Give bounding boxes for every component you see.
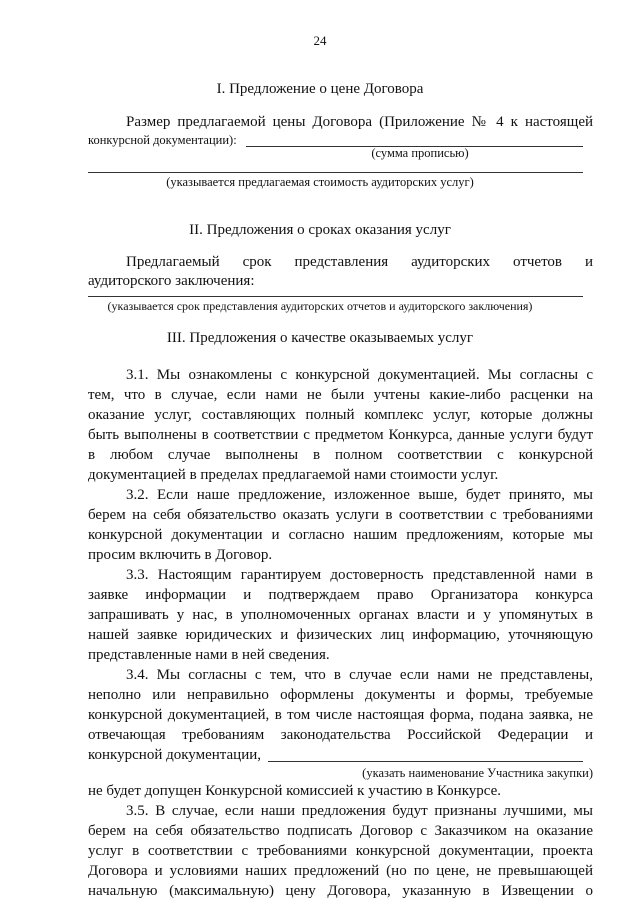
paragraph-3-1-line: 3.1. Мы ознакомлены с конкурсной документацией. Мы согласны с <box>126 367 593 383</box>
page-number: 24 <box>313 33 327 48</box>
paragraph-3-3-line: представленные нами в ней сведения. <box>88 647 330 663</box>
paragraph-3-3-line: нашей заявке юридических и физических лиц информацию, уточняющую <box>88 627 593 643</box>
paragraph-3-3-line: заявке информации и подтверждаем право Организатора конкурса <box>88 587 593 603</box>
cost-underline <box>88 172 583 173</box>
paragraph-3-1-line: оказание услуг, составляющих полный комплекс услуг, которые должны <box>88 407 593 423</box>
paragraph-3-2-line: конкурсной документации и согласно нашим предложениям, которые мы <box>88 527 593 543</box>
paragraph-3-1-line: тем, что в случае, если нами не были учтены какие-либо расценки на <box>88 387 593 403</box>
paragraph-3-5-line: 3.5. В случае, если наши предложения будут признаны лучшими, мы <box>126 803 593 819</box>
paragraph-3-1-line: документацией в пределах предлагаемой нами стоимости услуг. <box>88 467 499 483</box>
section-1-line-2: конкурсной документации): <box>88 133 237 147</box>
paragraph-3-5-line: Договора и условиями наших предложений (но по цене, не превышающей <box>88 863 593 879</box>
section-3-heading: III. Предложения о качестве оказываемых услуг <box>166 330 474 346</box>
section-2-heading: II. Предложения о сроках оказания услуг <box>189 222 451 238</box>
caption-sum-in-words: (сумма прописью) <box>371 146 469 160</box>
paragraph-3-4-line: конкурсной документацией, в том числе настоящая форма, подана заявка, не <box>88 707 593 723</box>
paragraph-3-2-line: просим включить в Договор. <box>88 547 273 563</box>
paragraph-3-5-line: начальную (максимальную) цену Договора, указанную в Извещении о <box>88 883 593 899</box>
caption-report-term: (указывается срок представления аудиторских отчетов и аудиторского заключения) <box>107 299 533 313</box>
section-2-line-2: аудиторского заключения: <box>88 273 255 289</box>
caption-audit-cost: (указывается предлагаемая стоимость аудиторских услуг) <box>166 175 474 189</box>
caption-participant-name: (указать наименование Участника закупки) <box>362 766 593 780</box>
section-1-heading: I. Предложение о цене Договора <box>216 81 424 97</box>
paragraph-3-5-line: услуг в соответствии с требованиями конкурсной документации, проекта <box>88 843 593 859</box>
paragraph-3-3-line: запрашивать у нас, в уполномоченных органах власти и у упомянутых в <box>88 607 593 623</box>
paragraph-3-2-line: 3.2. Если наше предложение, изложенное выше, будет принято, мы <box>126 487 593 503</box>
paragraph-3-3-line: 3.3. Настоящим гарантируем достоверность представленной нами в <box>126 567 593 583</box>
paragraph-3-1-line: быть выполнены в соответствии с предметом Конкурса, данные услуги будут <box>88 427 593 443</box>
term-underline <box>88 296 583 297</box>
section-1-line-1: Размер предлагаемой цены Договора (Приложение № 4 к настоящей <box>126 114 593 130</box>
participant-underline <box>268 761 583 762</box>
paragraph-3-2-line: берем на себя обязательство оказать услуги в соответствии с требованиями <box>88 507 593 523</box>
paragraph-3-4-line: 3.4. Мы согласны с тем, что в случае если нами не представлены, <box>126 667 593 683</box>
section-2-line-1: Предлагаемый срок представления аудиторских отчетов и <box>126 254 593 270</box>
paragraph-3-1-line: в любом случае выполнены в полном соответствии с конкурсной <box>88 447 593 463</box>
paragraph-3-4-line: конкурсной документации, <box>88 747 262 763</box>
paragraph-3-4-line: отвечающая требованиям законодательства Российской Федерации и <box>88 727 593 743</box>
paragraph-3-4-tail: не будет допущен Конкурсной комиссией к участию в Конкурсе. <box>88 783 502 799</box>
paragraph-3-5-line: берем на себя обязательство подписать Договор с Заказчиком на оказание <box>88 823 593 839</box>
paragraph-3-4-line: неполно или неправильно оформлены документы и формы, требуемые <box>88 687 593 703</box>
